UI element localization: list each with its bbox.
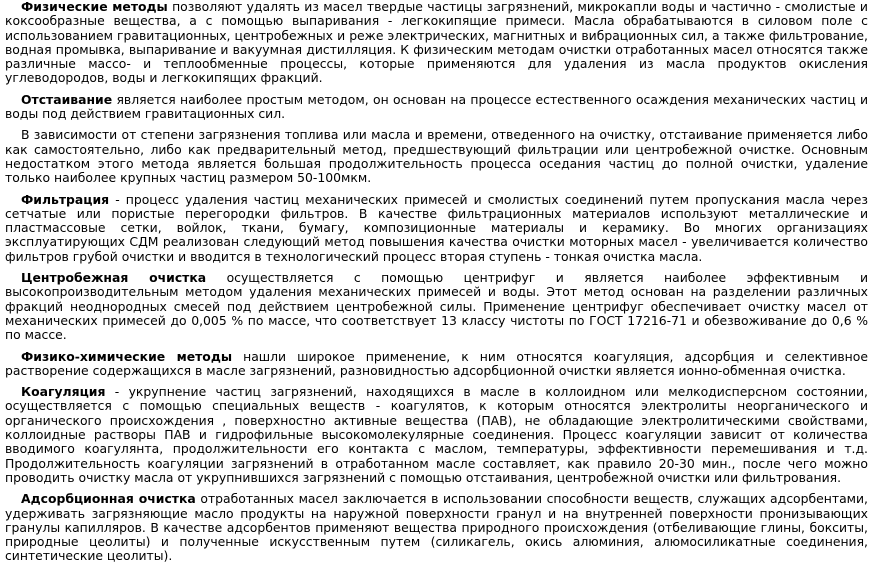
term-physical-methods: Физические методы: [21, 0, 168, 14]
paragraph-text: является наиболее простым методом, он основан на процессе естественного осаждения механических частиц и воды под действием гравитационных сил.: [5, 91, 868, 122]
paragraph-text: В зависимости от степени загрязнения топлива или масла и времени, отведенного на очистку, отстаивание применяется либо как самостоятельно, либо как предварительный метод, предшествующий фильтрации или центробежной очистке. Основным недостатком этого метода является большая продолжительность процесса оседания частиц до полной очистки, удаление только наиболее крупных частиц размером 50-100мкм.: [5, 127, 868, 186]
paragraph-coagulation: [5, 385, 868, 485]
term-centrifugal-cleaning: Центробежная очистка: [21, 270, 207, 286]
paragraph-text: - процесс удаления частиц механических примесей и смолистых соединений путем пропускания масла через сетчатые или пористые перегородки фильтров. В качестве фильтрационных материалов используют металлические и пластмассовые сетки, войлок, ткани, бумагу, композиционные материалы и керамику. Во многих организациях эксплуатирующих СДМ реализован следующий метод повышения качества очистки моторных масел - увеличивается количество фильтров грубой очистки и вводится в технологический процесс вторая ступень - тонкая очистка масла.: [5, 191, 868, 264]
paragraph-physical-methods: [5, 0, 868, 86]
paragraph-text: - укрупнение частиц загрязнений, находящихся в масле в коллоидном или мелкодисперсном состоянии, осуществляется с помощью специальных веществ - коагулятов, к которым относятся электролиты неорганического и органического происхождения , поверхностно активные вещества (ПАВ), не обладающие электролитическими свойствами, коллоидные растворы ПАВ и гидрофильные высокомолекулярные соединения. Процесс коагуляции зависит от количества вводимого коагулянта, продолжительности его контакта с маслом, температуры, эффективности перемешивания и т.д. Продолжительность коагуляции загрязнений в отработанном масле составляет, как правило 20-30 мин., после чего можно проводить очистку масла от укрупнившихся загрязнений с помощью отстаивания, центробежной очистки или фильтрования.: [5, 384, 868, 485]
paragraph-physicochemical-methods: [5, 350, 868, 379]
paragraph-text: отработанных масел заключается в использовании способности веществ, служащих адсорбентами, удерживать загрязняющие масло продукты на наружной поверхности гранул и на внутренней поверхности пронизывающих гранулы капилляров. В качестве адсорбентов применяют вещества природного происхождения (отбеливающие глины, бокситы, природные цеолиты) и полученные искусственным путем (силикагель, окись алюминия, алюмосиликатные соединения, синтетические цеолиты).: [5, 491, 868, 564]
paragraph-text: осуществляется с помощью центрифуг и является наиболее эффективным и высокопроизводительным методом удаления механических примесей и воды. Этот метод основан на разделении различных фракций неоднородных смесей под действием центробежной силы. Применение центрифуг обеспечивает очистку масел от механических примесей до 0,005 % по массе, что соответствует 13 классу чистоты по ГОСТ 17216-71 и обезвоживание до 0,6 % по массе.: [5, 270, 868, 343]
term-adsorption-cleaning: Адсорбционная очистка: [21, 491, 196, 507]
term-filtration: Фильтрация: [21, 191, 110, 207]
paragraph-settling: [5, 93, 868, 122]
paragraph-adsorption-cleaning: [5, 492, 868, 563]
term-physicochemical-methods: Физико-химические методы: [21, 348, 233, 364]
paragraph-settling-details: [5, 128, 868, 185]
paragraph-filtration: [5, 193, 868, 264]
paragraph-text: нашли широкое применение, к ним относятся коагуляция, адсорбция и селективное растворение содержащихся в масле загрязнений, разновидностью адсорбционной очистки является ионно-обменная очистка.: [5, 348, 868, 378]
paragraph-centrifugal-cleaning: [5, 271, 868, 342]
paragraph-text: позволяют удалять из масел твердые частицы загрязнений, микрокапли воды и частично - смолистые и коксообразные вещества, а с помощью выпаривания - легкокипящие примеси. Масла обрабатываются в силовом поле с использованием гравитационных, центробежных и реже электрических, магнитных и вибрационных сил, а также фильтрование, водная промывка, выпаривание и вакуумная дистилляция. К физическим методам очистки отработанных масел относятся также различные массо- и теплообменные процессы, которые применяются для удаления из масла продуктов окисления углеводородов, воды и легкокипящих фракций.: [5, 0, 868, 86]
term-settling: Отстаивание: [21, 91, 113, 107]
term-coagulation: Коагуляция: [21, 384, 106, 400]
